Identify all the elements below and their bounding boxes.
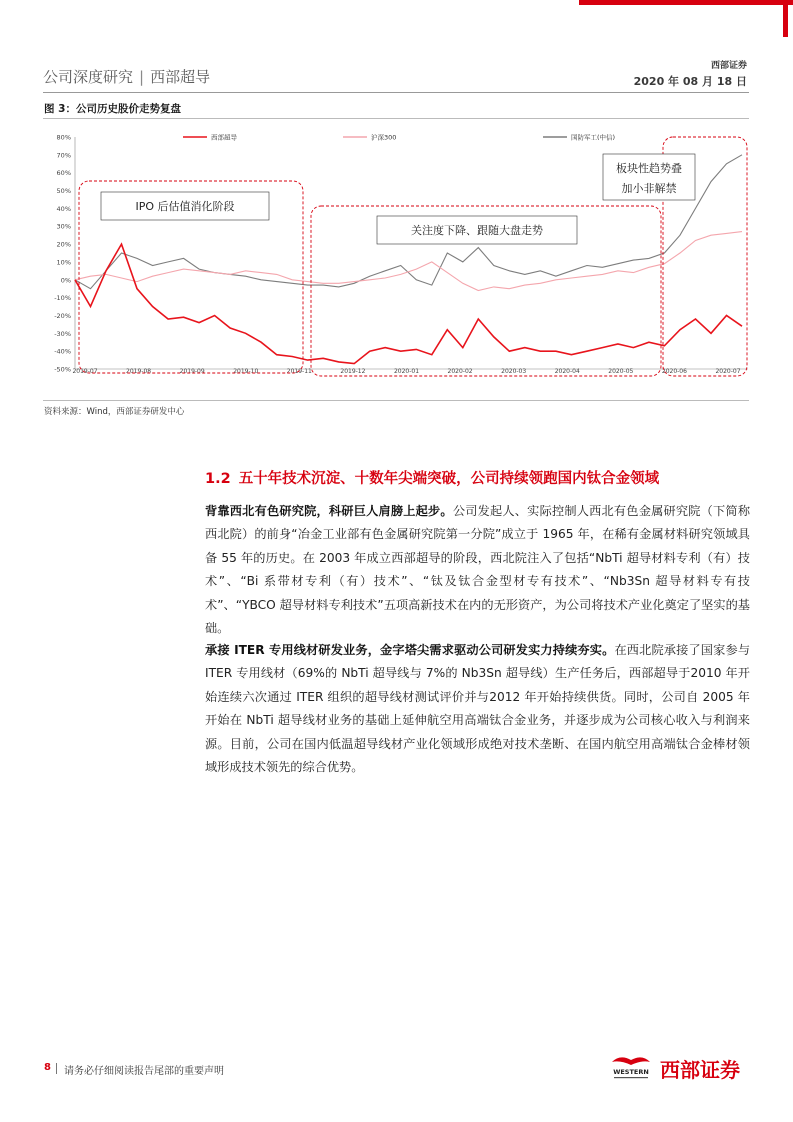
western-logo-icon [608,1052,654,1082]
header-brand: 西部证券 [710,61,747,71]
annotation-label: 板块性趋势叠 [616,162,682,175]
y-tick-label: -40% [54,347,71,356]
figure-top-rule [43,118,749,119]
x-tick-label: 2020-05 [608,368,634,375]
report-header [43,66,210,87]
figure-source: 资料来源：Wind，西部证券研发中心 [44,407,185,417]
x-tick-label: 2019-10 [233,368,259,375]
y-tick-label: 40% [56,204,71,213]
y-tick-label: 30% [56,222,71,231]
y-tick-label: -30% [54,329,71,338]
paragraph-1-lead: 背靠西北有色研究院，科研巨人肩膀上起步。 [205,504,453,518]
annotation-label: 关注度下降、跟随大盘走势 [411,224,543,237]
x-tick-label: 2020-03 [501,368,527,375]
report-date: 2020 年 08 月 18 日 [633,75,747,88]
series-line [75,244,742,364]
section-title: 五十年技术沉淀、十数年尖端突破，公司持续领跑国内钛合金领域 [238,471,660,487]
y-tick-label: 20% [56,240,71,249]
legend-label: 国防军工(中信) [571,133,616,142]
page-number: 8 [44,1062,51,1073]
x-tick-label: 2019-09 [179,368,205,375]
y-tick-label: -20% [54,311,71,320]
logo-text: WESTERN [613,1068,649,1076]
annotation-label: IPO 后估值消化阶段 [135,200,235,213]
report-type: 公司深度研究 [43,68,134,86]
legend-label: 西部超导 [211,133,237,142]
y-tick-label: 10% [56,258,71,267]
y-tick-label: 70% [56,151,71,160]
paragraph-2 [205,639,750,779]
x-tick-label: 2020-01 [393,368,420,375]
paragraph-1 [205,500,750,640]
x-tick-label: 2019-07 [72,368,98,375]
y-tick-label: 0% [60,276,71,285]
footer-brand: 西部证券 [660,1058,740,1082]
x-tick-label: 2020-06 [661,368,687,375]
x-tick-label: 2020-07 [715,368,741,375]
x-tick-label: 2019-12 [340,368,366,375]
section-number: 1.2 [205,471,231,487]
figure-bottom-rule [43,400,749,401]
x-tick-label: 2019-11 [286,368,312,375]
header-divider [43,92,749,93]
y-tick-label: 80% [56,133,71,142]
paragraph-2-lead: 承接 ITER 专用线材研发业务，金字塔尖需求驱动公司研发实力持续夯实。 [205,643,615,657]
paragraph-1-body: 公司发起人、实际控制人西北有色金属研究院（下简称西北院）的前身“冶金工业部有色金属研究院第一分院”成立于 1965 年，在稀有金属材料研究领域具备 55 年的历史。在 2003 年成立西部超导的阶段，西北院注入了包括“NbTi 超导材料专利（有）技术”、“Bi 系带材专利（有）技术”、“钛及钛合金型材专有技术”、“Nb3Sn 超导材料专有技术”、“YBCO 超导材料专利技术”五项高新技术在内的无形资产，为公司将技术产业化奠定了坚实的基础。 [205,504,751,636]
chart-svg [43,124,753,384]
top-red-bar [579,0,793,5]
legend-label: 沪深300 [371,133,397,142]
company-name: 西部超导 [150,68,211,86]
annotation-label: 加小非解禁 [621,182,677,195]
top-red-corner [783,0,788,37]
paragraph-2-body: 在西北院承接了国家参与 ITER 专用线材（69%的 NbTi 超导线与 7%的 Nb3Sn 超导线）生产任务后，西部超导于2010 年开始连续六次通过 ITER 组织的超导线材测试评价并与2012 年开始持续供货。同时，公司自 2005 年开始在 NbTi 超导线材业务的基础上延伸航空用高端钛合金业务，并逐步成为公司核心收入与利润来源。目前，公司在国内低温超导线材产业化领域形成绝对技术垄断、在国内航空用高端钛合金棒材领域形成技术领先的综合优势。 [205,643,751,775]
figure-title: 图 3：公司历史股价走势复盘 [44,103,181,115]
footer-disclaimer: 请务必仔细阅读报告尾部的重要声明 [64,1066,224,1077]
x-tick-label: 2020-04 [554,368,580,375]
footer-separator [56,1063,57,1074]
header-separator: | [139,68,145,86]
section-heading [205,467,659,488]
stock-price-chart [43,124,753,384]
y-tick-label: 50% [56,187,71,196]
y-tick-label: -10% [54,294,71,303]
x-tick-label: 2020-02 [447,368,473,375]
y-tick-label: 60% [56,169,71,178]
x-tick-label: 2019-08 [126,368,152,375]
y-tick-label: -50% [54,365,71,374]
